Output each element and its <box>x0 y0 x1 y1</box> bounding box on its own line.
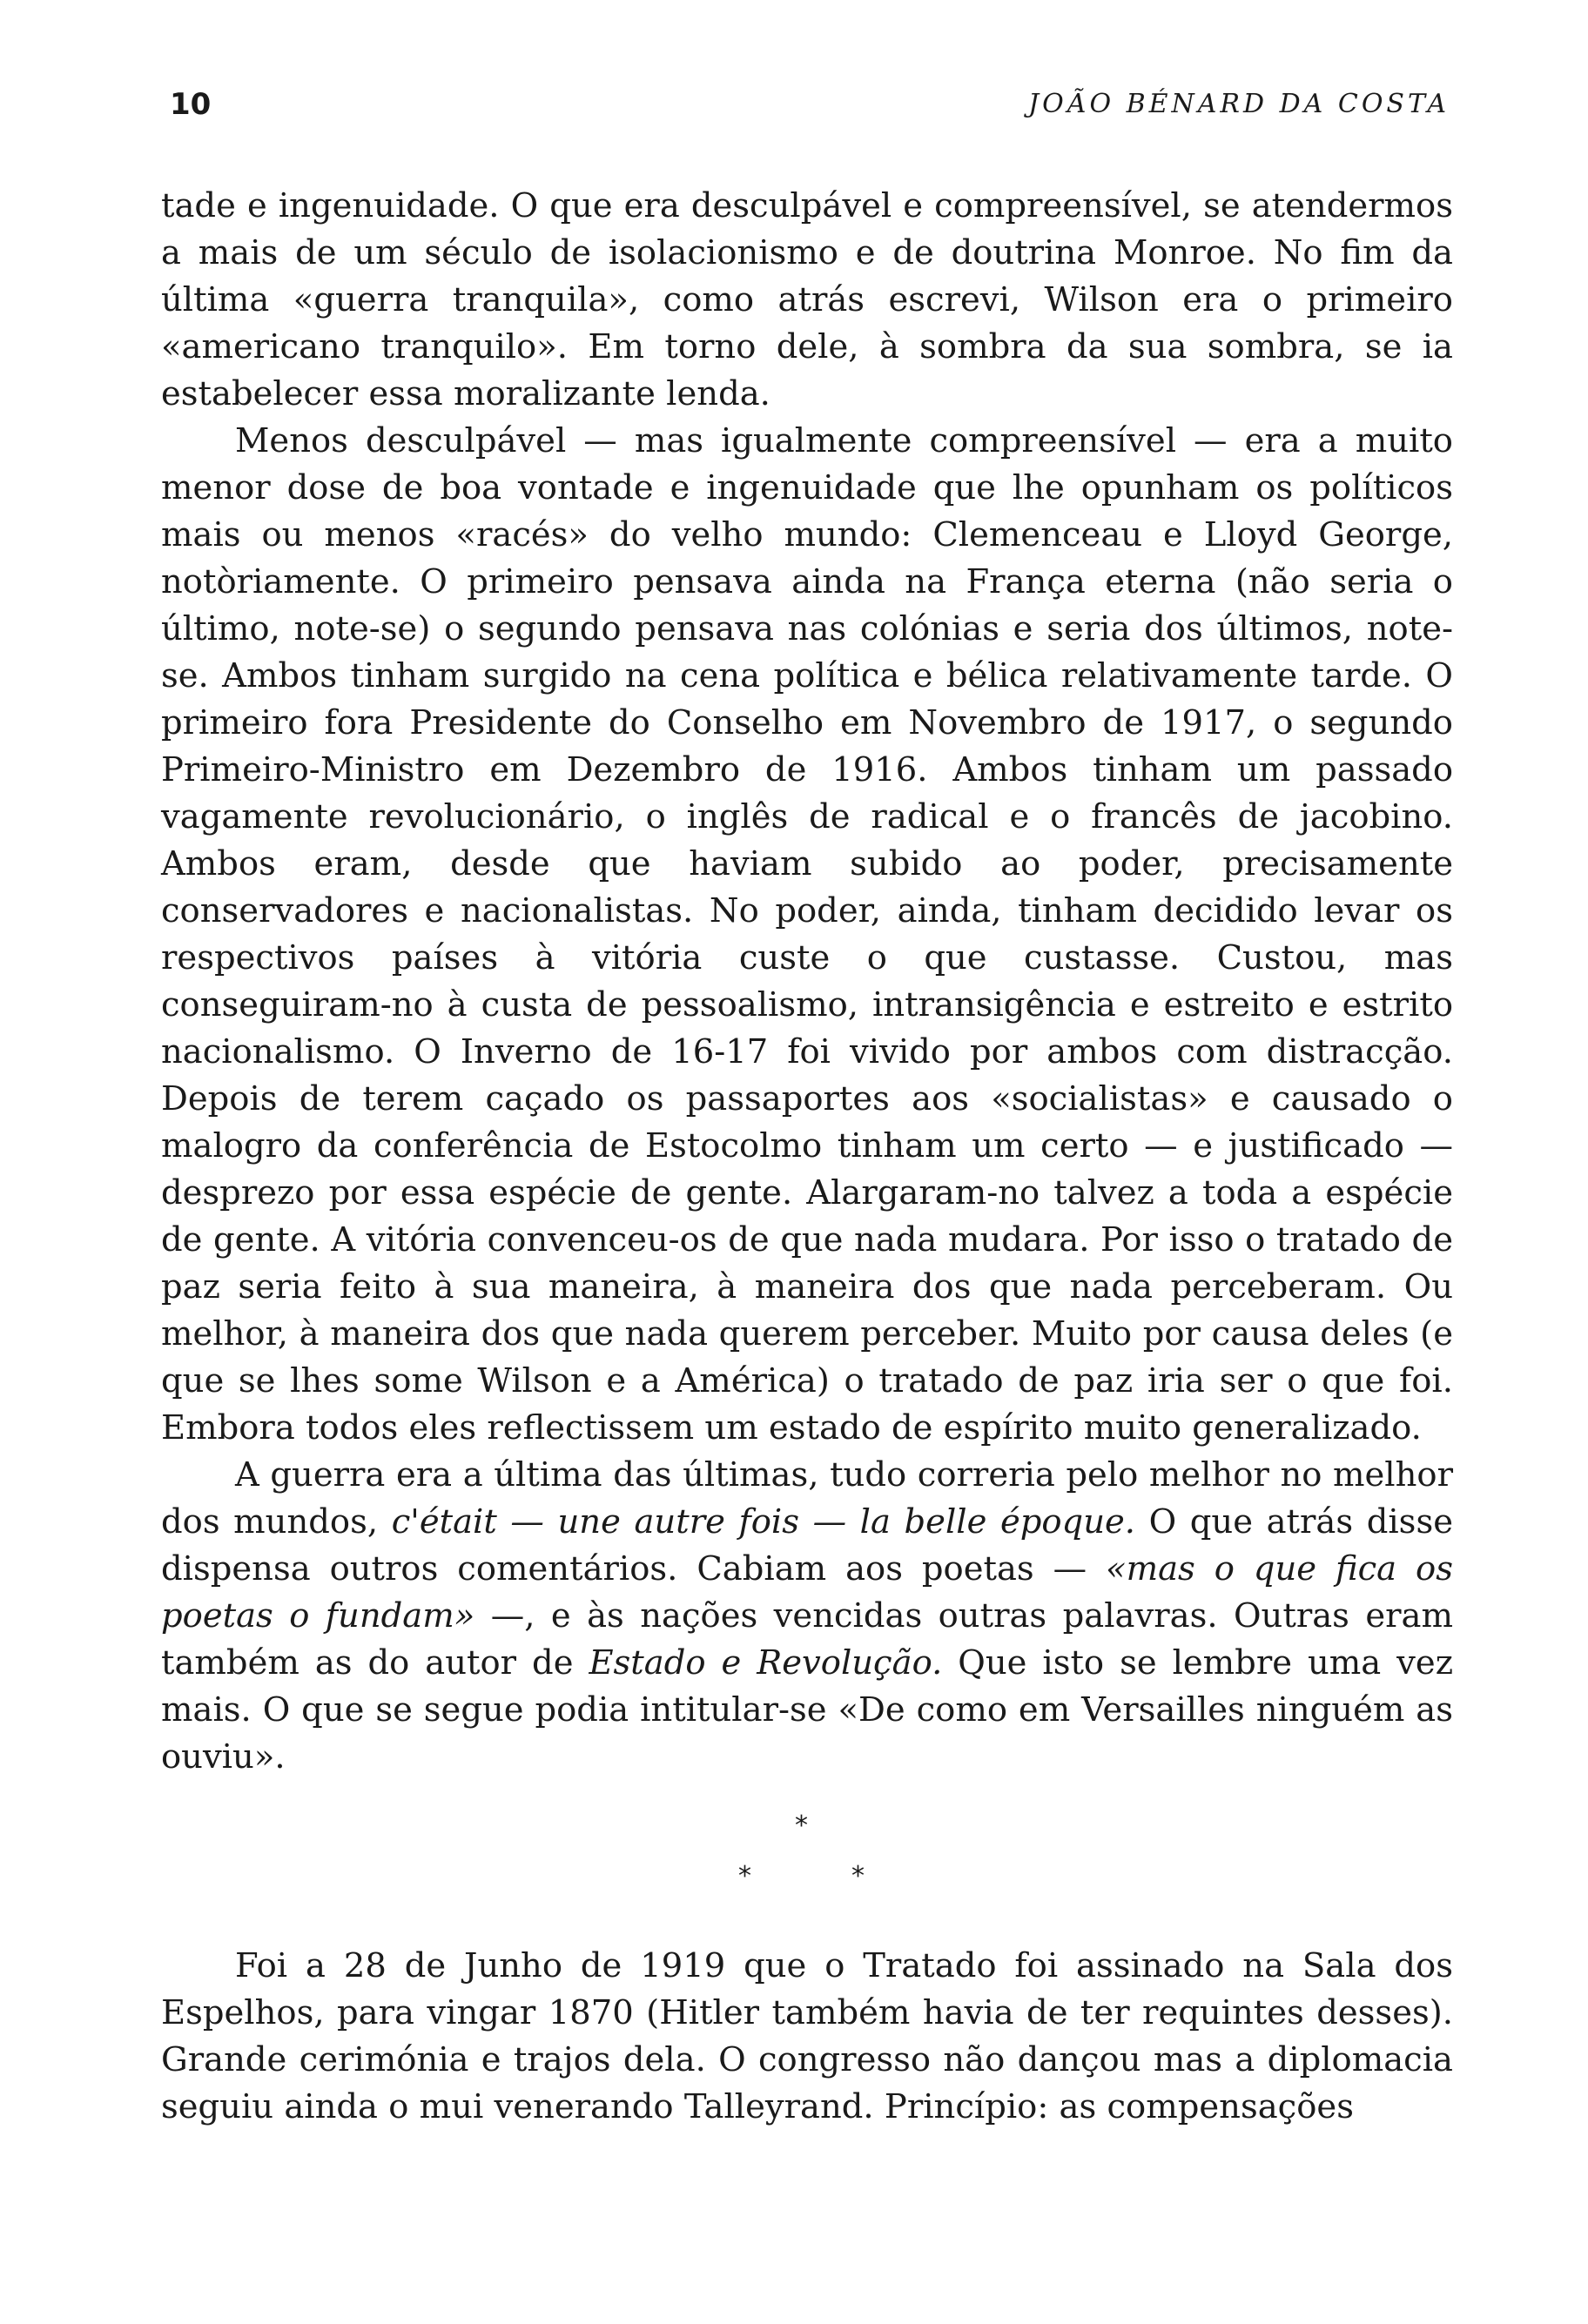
paragraph-3-italic-b: «mas o que fica os poetas o fundam» <box>161 1549 1453 1636</box>
closing-text <box>161 1943 1453 2131</box>
paragraph-3-italic-a: c'était — une autre fois — la belle époque. <box>391 1502 1136 1541</box>
body-text <box>161 183 1453 1781</box>
paragraph-3-text-d: Que isto se lembre uma vez mais. O que se segue podia intitular-se «De como em Versailles ninguém as ouviu». <box>161 1643 1454 1777</box>
paragraph-3 <box>161 1452 1453 1781</box>
section-separator <box>0 1810 1588 1906</box>
asterisk-top: * <box>795 1810 808 1841</box>
paragraph-4: Foi a 28 de Junho de 1919 que o Tratado foi assinado na Sala dos Espelhos, para vingar 1870 (Hitler também havia de ter requintes desses). Grande cerimónia e trajos dela. O congresso não dançou mas a diplomacia seguiu ainda o mui venerando Talleyrand. Princípio: as compensações <box>161 1946 1453 2126</box>
page-header <box>170 87 1450 139</box>
paragraph-2: Menos desculpável — mas igualmente compreensível — era a muito menor dose de boa vontade e ingenuidade que lhe opunham os políticos mais ou menos «racés» do velho mundo: Clemenceau e Lloyd George, notòriamente. O primeiro pensava ainda na França eterna (não seria o último, note-se) o segundo pensava nas colónias e seria dos últimos, note-se. Ambos tinham surgido na cena política e bélica relativamente tarde. O primeiro fora Presidente do Conselho em Novembro de 1917, o segundo Primeiro-Ministro em Dezembro de 1916. Ambos tinham um passado vagamente revolucionário, o inglês de radical e o francês de jacobino. Ambos eram, desde que haviam subido ao poder, precisamente conservadores e nacionalistas. No poder, ainda, tinham decidido levar os respectivos países à vitória custe o que custasse. Custou, mas conseguiram-no à custa de pessoalismo, intransigência e estreito e estrito nacionalismo. O Inverno de 16-17 foi vivido por ambos com distracção. Depois de terem caçado os passaportes aos «socialistas» e causado o malogro da conferência de Estocolmo tinham um certo — e justificado — desprezo por essa espécie de gente. Alargaram-no talvez a toda a espécie de gente. A vitória convenceu-os de que nada mudara. Por isso o tratado de paz seria feito à sua maneira, à maneira dos que nada perceberam. Ou melhor, à maneira dos que nada querem perceber. Muito por causa deles (e que se lhes some Wilson e a América) o tratado de paz iria ser o que foi. Embora todos eles reflectissem um estado de espírito muito generalizado. <box>161 421 1453 1447</box>
paragraph-3-italic-c: Estado e Revolução. <box>589 1643 943 1683</box>
paragraph-1: tade e ingenuidade. O que era desculpável e compreensível, se atendermos a mais de um século de isolacionismo e de doutrina Monroe. No fim da última «guerra tranquila», como atrás escrevi, Wilson era o primeiro «americano tranquilo». Em torno dele, à sombra da sua sombra, se ia estabelecer essa moralizante lenda. <box>161 186 1453 413</box>
asterisk-left: * <box>738 1861 751 1891</box>
paragraph-3-text-b: O que atrás disse dispensa outros comentários. Cabiam aos poetas — <box>161 1502 1453 1589</box>
asterisk-right: * <box>851 1861 865 1891</box>
paragraph-3-text-c: —, e às nações vencidas outras palavras. Outras eram também as do autor de <box>161 1596 1454 1683</box>
page-number: 10 <box>170 87 212 122</box>
paragraph-3-text-a: A guerra era a última das últimas, tudo correria pelo melhor no melhor dos mundos, <box>161 1455 1453 1541</box>
running-head: JOÃO BÉNARD DA COSTA <box>1028 89 1450 119</box>
